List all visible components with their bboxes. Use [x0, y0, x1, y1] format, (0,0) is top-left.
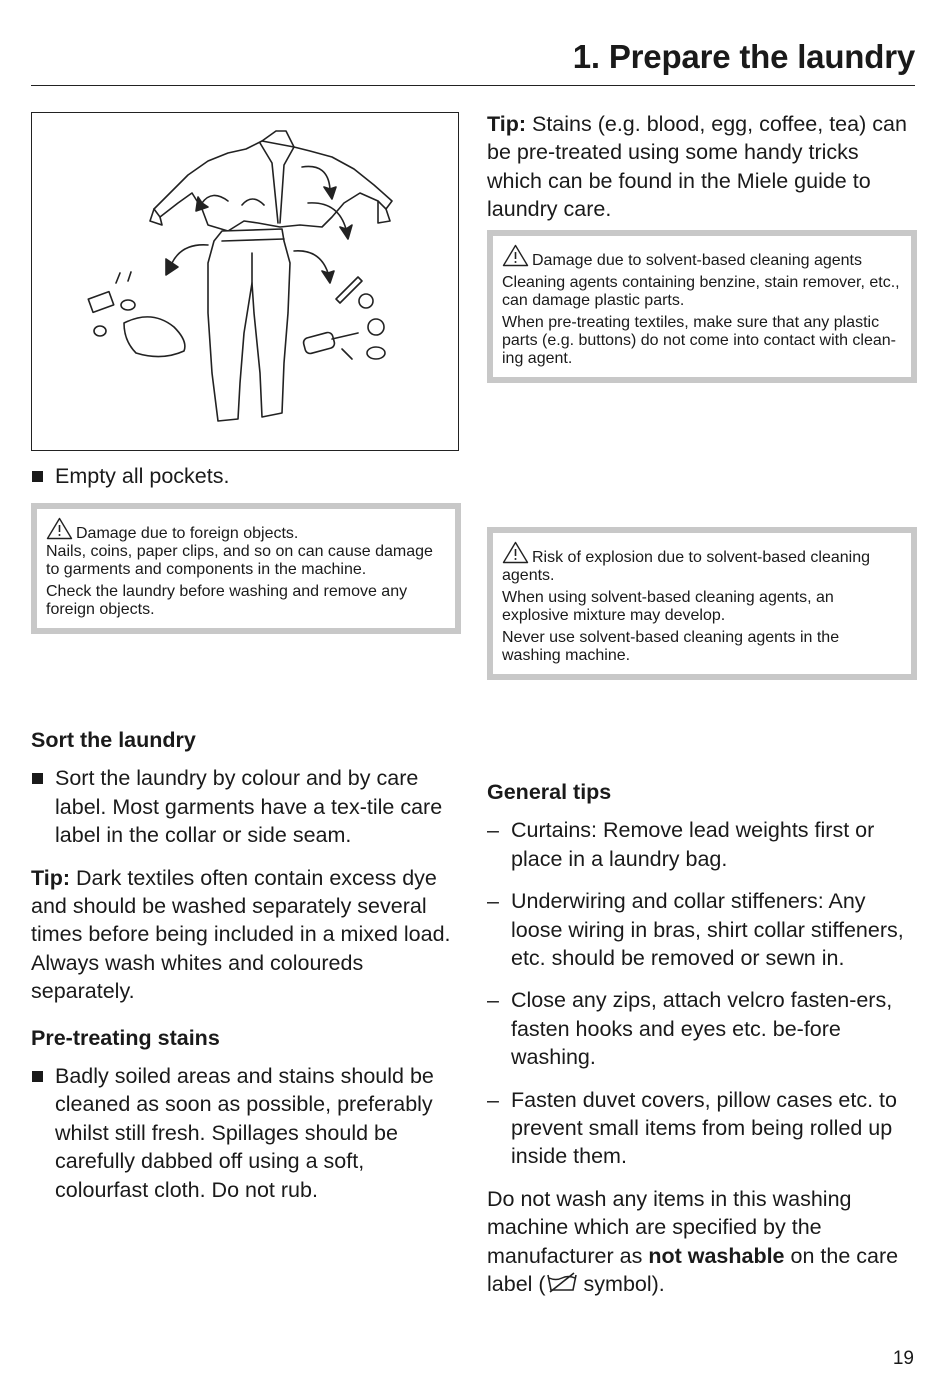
warning-triangle-icon	[502, 244, 529, 267]
warning-title: Damage due to foreign objects.	[76, 525, 299, 542]
section-heading: Pre-treating stains	[31, 1025, 220, 1050]
bullet-square-icon	[32, 1071, 43, 1082]
list-item: – Close any zips, attach velcro fasten-ers, fasten hooks and eyes etc. be-fore washing.	[487, 988, 893, 1070]
warning-triangle-icon	[46, 517, 73, 540]
warning-text: Cleaning agents containing benzine, stain remover, etc., can damage plastic parts.	[502, 274, 900, 309]
page-title: 1. Prepare the laundry	[572, 38, 915, 75]
bullet-square-icon	[32, 773, 43, 784]
warning-box-solvent-damage	[487, 230, 917, 383]
warning-text: Nails, coins, paper clips, and so on can cause damage to garments and components in the machine.	[46, 543, 433, 578]
list-item: – Fasten duvet covers, pillow cases etc. to prevent small items from being rolled up inside them.	[487, 1087, 897, 1169]
section-heading: Sort the laundry	[31, 728, 196, 752]
not-washable-paragraph: Do not wash any items in this washing machine which are specified by the manufacturer as not washable on the care label ( symbol).	[487, 1186, 899, 1297]
warning-triangle-icon	[502, 541, 529, 564]
warning-box-foreign-objects	[31, 503, 461, 634]
warning-box-explosion	[487, 527, 917, 680]
page-number: 19	[892, 1348, 914, 1369]
warning-title: Risk of explosion due to solvent-based cleaning agents.	[502, 549, 870, 584]
warning-text: When pre-treating textiles, make sure that any plastic parts (e.g. buttons) do not come into contact with clean-ing agent.	[502, 314, 896, 367]
list-item: Empty all pockets.	[31, 462, 461, 490]
tip-paragraph: Tip: Stains (e.g. blood, egg, coffee, tea) can be pre-treated using some handy tricks which can be found in the Miele guide to laundry care.	[487, 112, 907, 222]
warning-title: Damage due to solvent-based cleaning agents	[532, 252, 862, 269]
section-heading: General tips	[487, 780, 612, 804]
warning-text: Check the laundry before washing and remove any foreign objects.	[46, 583, 408, 618]
sort-section	[31, 726, 461, 1204]
list-item: Badly soiled areas and stains should be cleaned as soon as possible, preferably whilst still fresh. Spillages should be carefully dabbed off using a soft, colourfast cloth. Do not rub.	[31, 1062, 461, 1204]
tip-paragraph: Tip: Dark textiles often contain excess dye and should be washed separately several times before being included in a mixed load. Always wash whites and coloureds separately.	[31, 865, 451, 1004]
bullet-square-icon	[32, 471, 43, 482]
left-column	[31, 462, 461, 490]
list-item: Sort the laundry by colour and by care label. Most garments have a tex-tile care label in the collar or side seam.	[31, 764, 461, 849]
list-item: – Curtains: Remove lead weights first or place in a laundry bag.	[487, 818, 875, 871]
warning-text: Never use solvent-based cleaning agents in the washing machine.	[502, 629, 840, 664]
warning-text: When using solvent-based cleaning agents, an explosive mixture may develop.	[502, 589, 834, 624]
page-header	[31, 38, 915, 86]
list-item: – Underwiring and collar stiffeners: Any loose wiring in bras, shirt collar stiffeners, etc. should be removed or sewn in.	[487, 889, 904, 971]
right-tip	[487, 110, 917, 224]
do-not-wash-icon	[546, 1272, 578, 1294]
general-tips-section	[487, 778, 917, 1299]
empty-pockets-illustration	[31, 112, 459, 451]
